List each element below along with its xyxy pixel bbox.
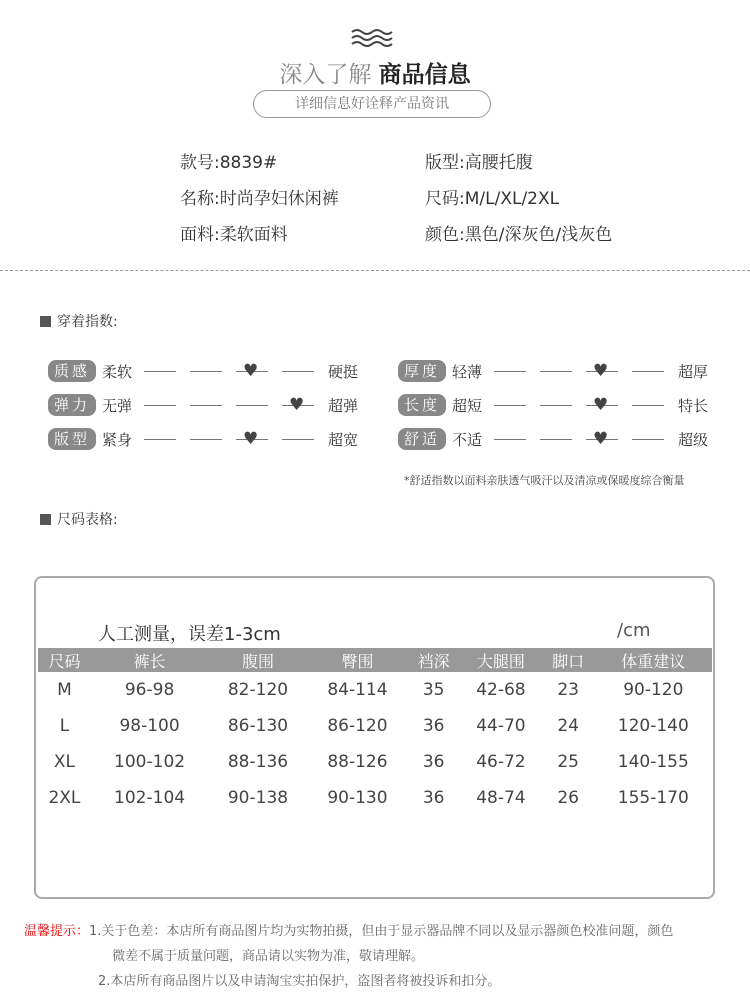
wave-icon — [350, 28, 396, 48]
wear-badge: 舒适 — [398, 428, 446, 450]
high-label: 超级 — [678, 430, 709, 449]
table-cell: 25 — [557, 752, 579, 772]
size-table-heading — [40, 509, 118, 529]
high-label: 硬挺 — [328, 362, 359, 381]
high-label: 特长 — [678, 396, 709, 415]
info-label: 尺码: — [425, 189, 465, 209]
table-row — [38, 708, 712, 744]
wear-row — [48, 427, 358, 451]
heart-icon: ♥ — [593, 360, 609, 381]
table-cell: 23 — [557, 680, 579, 700]
square-icon — [40, 316, 51, 327]
wear-row — [48, 359, 358, 383]
info-value: 8839# — [219, 153, 278, 173]
table-cell: 98-100 — [119, 716, 180, 736]
tips-label: 温馨提示： — [24, 924, 90, 939]
info-value: 柔软面料 — [219, 225, 288, 245]
tips — [24, 919, 673, 994]
scale-segment — [540, 439, 572, 440]
divider — [0, 270, 750, 271]
high-label: 超宽 — [328, 430, 359, 449]
info-value: 黑色/深灰色/浅灰色 — [464, 225, 613, 245]
scale-segment — [494, 439, 526, 440]
low-label: 超短 — [452, 396, 483, 415]
wear-row — [48, 393, 358, 417]
wear-scale — [144, 360, 314, 381]
table-cell: 36 — [422, 788, 445, 808]
table-cell: 102-104 — [114, 788, 186, 808]
high-label: 超厚 — [678, 362, 709, 381]
wear-scale — [494, 394, 664, 415]
info-item — [180, 184, 339, 209]
wear-row — [398, 427, 708, 451]
column-header: 体重建议 — [595, 648, 712, 672]
wear-scale — [494, 428, 664, 449]
heart-icon: ♥ — [593, 394, 609, 415]
column-header: 臀围 — [308, 648, 407, 672]
scale-segment — [586, 394, 618, 415]
tip-2: 2.本店所有商品图片以及申请淘宝实拍保护，盗图者将被投诉和扣分。 — [98, 974, 501, 989]
info-label: 版型: — [425, 153, 465, 173]
low-label: 紧身 — [102, 430, 133, 449]
wear-badge: 质感 — [48, 360, 96, 382]
table-cell: 36 — [422, 752, 445, 772]
table-cell: 100-102 — [114, 752, 186, 772]
subtitle: 详细信息好诠释产品资讯 — [253, 90, 491, 118]
low-label: 不适 — [452, 430, 483, 449]
scale-segment — [586, 428, 618, 449]
scale-segment — [494, 405, 526, 406]
table-cell: 84-114 — [327, 680, 388, 700]
scale-segment — [190, 371, 222, 372]
scale-segment — [632, 405, 664, 406]
info-label: 名称: — [180, 189, 220, 209]
table-cell: M — [57, 680, 72, 700]
column-header: 尺码 — [38, 648, 91, 672]
table-cell: 86-130 — [227, 716, 289, 736]
tip-1-cont: 微差不属于质量问题，商品请以实物为准，敬请理解。 — [112, 949, 425, 964]
scale-segment — [144, 405, 176, 406]
scale-segment — [236, 428, 268, 449]
table-cell: 2XL — [48, 788, 81, 808]
table-row — [38, 780, 712, 816]
table-cell: 86-120 — [327, 716, 388, 736]
table-cell: 46-72 — [476, 752, 526, 772]
info-item — [425, 220, 612, 245]
table-row — [38, 744, 712, 780]
scale-segment — [632, 371, 664, 372]
scale-segment — [144, 439, 176, 440]
info-label: 面料: — [180, 225, 220, 245]
wear-badge: 长度 — [398, 394, 446, 416]
table-cell: 96-98 — [124, 680, 175, 700]
scale-segment — [236, 360, 268, 381]
table-cell: 24 — [557, 716, 579, 736]
scale-segment — [586, 360, 618, 381]
table-cell: 48-74 — [476, 788, 526, 808]
info-label: 颜色: — [425, 225, 465, 245]
table-cell: 82-120 — [227, 680, 289, 700]
table-unit: /cm — [617, 620, 651, 641]
info-value: 时尚孕妇休闲裤 — [219, 189, 339, 209]
page-title — [0, 56, 750, 89]
scale-segment — [236, 405, 268, 406]
column-header: 裤长 — [91, 648, 208, 672]
table-cell: 140-155 — [617, 752, 689, 772]
table-cell: 120-140 — [617, 716, 689, 736]
info-value: M/L/XL/2XL — [464, 189, 560, 209]
table-caption: 人工测量，误差1-3cm — [98, 624, 281, 645]
table-cell: 35 — [422, 680, 445, 700]
title-bold: 商品信息 — [378, 62, 471, 88]
info-item — [180, 220, 288, 245]
column-header: 脚口 — [542, 648, 595, 672]
scale-segment — [540, 371, 572, 372]
scale-segment — [632, 439, 664, 440]
table-cell: 90-138 — [227, 788, 289, 808]
info-item — [425, 184, 559, 209]
table-cell: L — [59, 716, 70, 736]
table-cell: 42-68 — [476, 680, 526, 700]
column-header: 大腿围 — [460, 648, 542, 672]
high-label: 超弹 — [328, 396, 359, 415]
table-cell: 44-70 — [476, 716, 526, 736]
wear-badge: 版型 — [48, 428, 96, 450]
title-light: 深入了解 — [279, 62, 372, 88]
wear-scale — [494, 360, 664, 381]
table-cell: 88-136 — [227, 752, 289, 772]
table-row — [38, 672, 712, 708]
size-table-title: 尺码表格: — [57, 512, 118, 528]
table-cell: 90-130 — [327, 788, 388, 808]
low-label: 轻薄 — [452, 362, 483, 381]
table-cell: 36 — [422, 716, 445, 736]
tip-1: 1.关于色差：本店所有商品图片均为实物拍摄，但由于显示器品牌不同以及显示器颜色校准问题，颜色 — [89, 924, 674, 939]
info-item — [425, 148, 533, 173]
table-cell: 26 — [557, 788, 579, 808]
wear-badge: 厚度 — [398, 360, 446, 382]
column-header: 裆深 — [407, 648, 460, 672]
info-item — [180, 148, 277, 173]
scale-segment — [282, 439, 314, 440]
table-cell: XL — [53, 752, 75, 772]
low-label: 柔软 — [102, 362, 133, 381]
scale-segment — [144, 371, 176, 372]
wear-row — [398, 359, 708, 383]
scale-segment — [190, 405, 222, 406]
table-cell: 88-126 — [327, 752, 388, 772]
table-cell: 155-170 — [617, 788, 689, 808]
heart-icon: ♥ — [289, 394, 305, 415]
column-header: 腹围 — [208, 648, 307, 672]
scale-segment — [494, 371, 526, 372]
info-value: 高腰托腹 — [464, 153, 533, 173]
size-table — [38, 648, 712, 816]
heart-icon: ♥ — [243, 360, 259, 381]
wear-index-title: 穿着指数: — [57, 314, 118, 330]
scale-segment — [540, 405, 572, 406]
wear-scale — [144, 394, 314, 415]
scale-segment — [190, 439, 222, 440]
scale-segment — [282, 371, 314, 372]
wear-row — [398, 393, 708, 417]
square-icon — [40, 514, 51, 525]
wear-index-heading — [40, 311, 118, 331]
heart-icon: ♥ — [243, 428, 259, 449]
info-label: 款号: — [180, 153, 220, 173]
scale-segment — [282, 394, 314, 415]
wear-scale — [144, 428, 314, 449]
table-cell: 90-120 — [623, 680, 684, 700]
heart-icon: ♥ — [593, 428, 609, 449]
comfort-note: *舒适指数以面料亲肤透气吸汗以及清凉或保暖度综合衡量 — [404, 474, 685, 487]
low-label: 无弹 — [102, 396, 133, 415]
wear-badge: 弹力 — [48, 394, 96, 416]
